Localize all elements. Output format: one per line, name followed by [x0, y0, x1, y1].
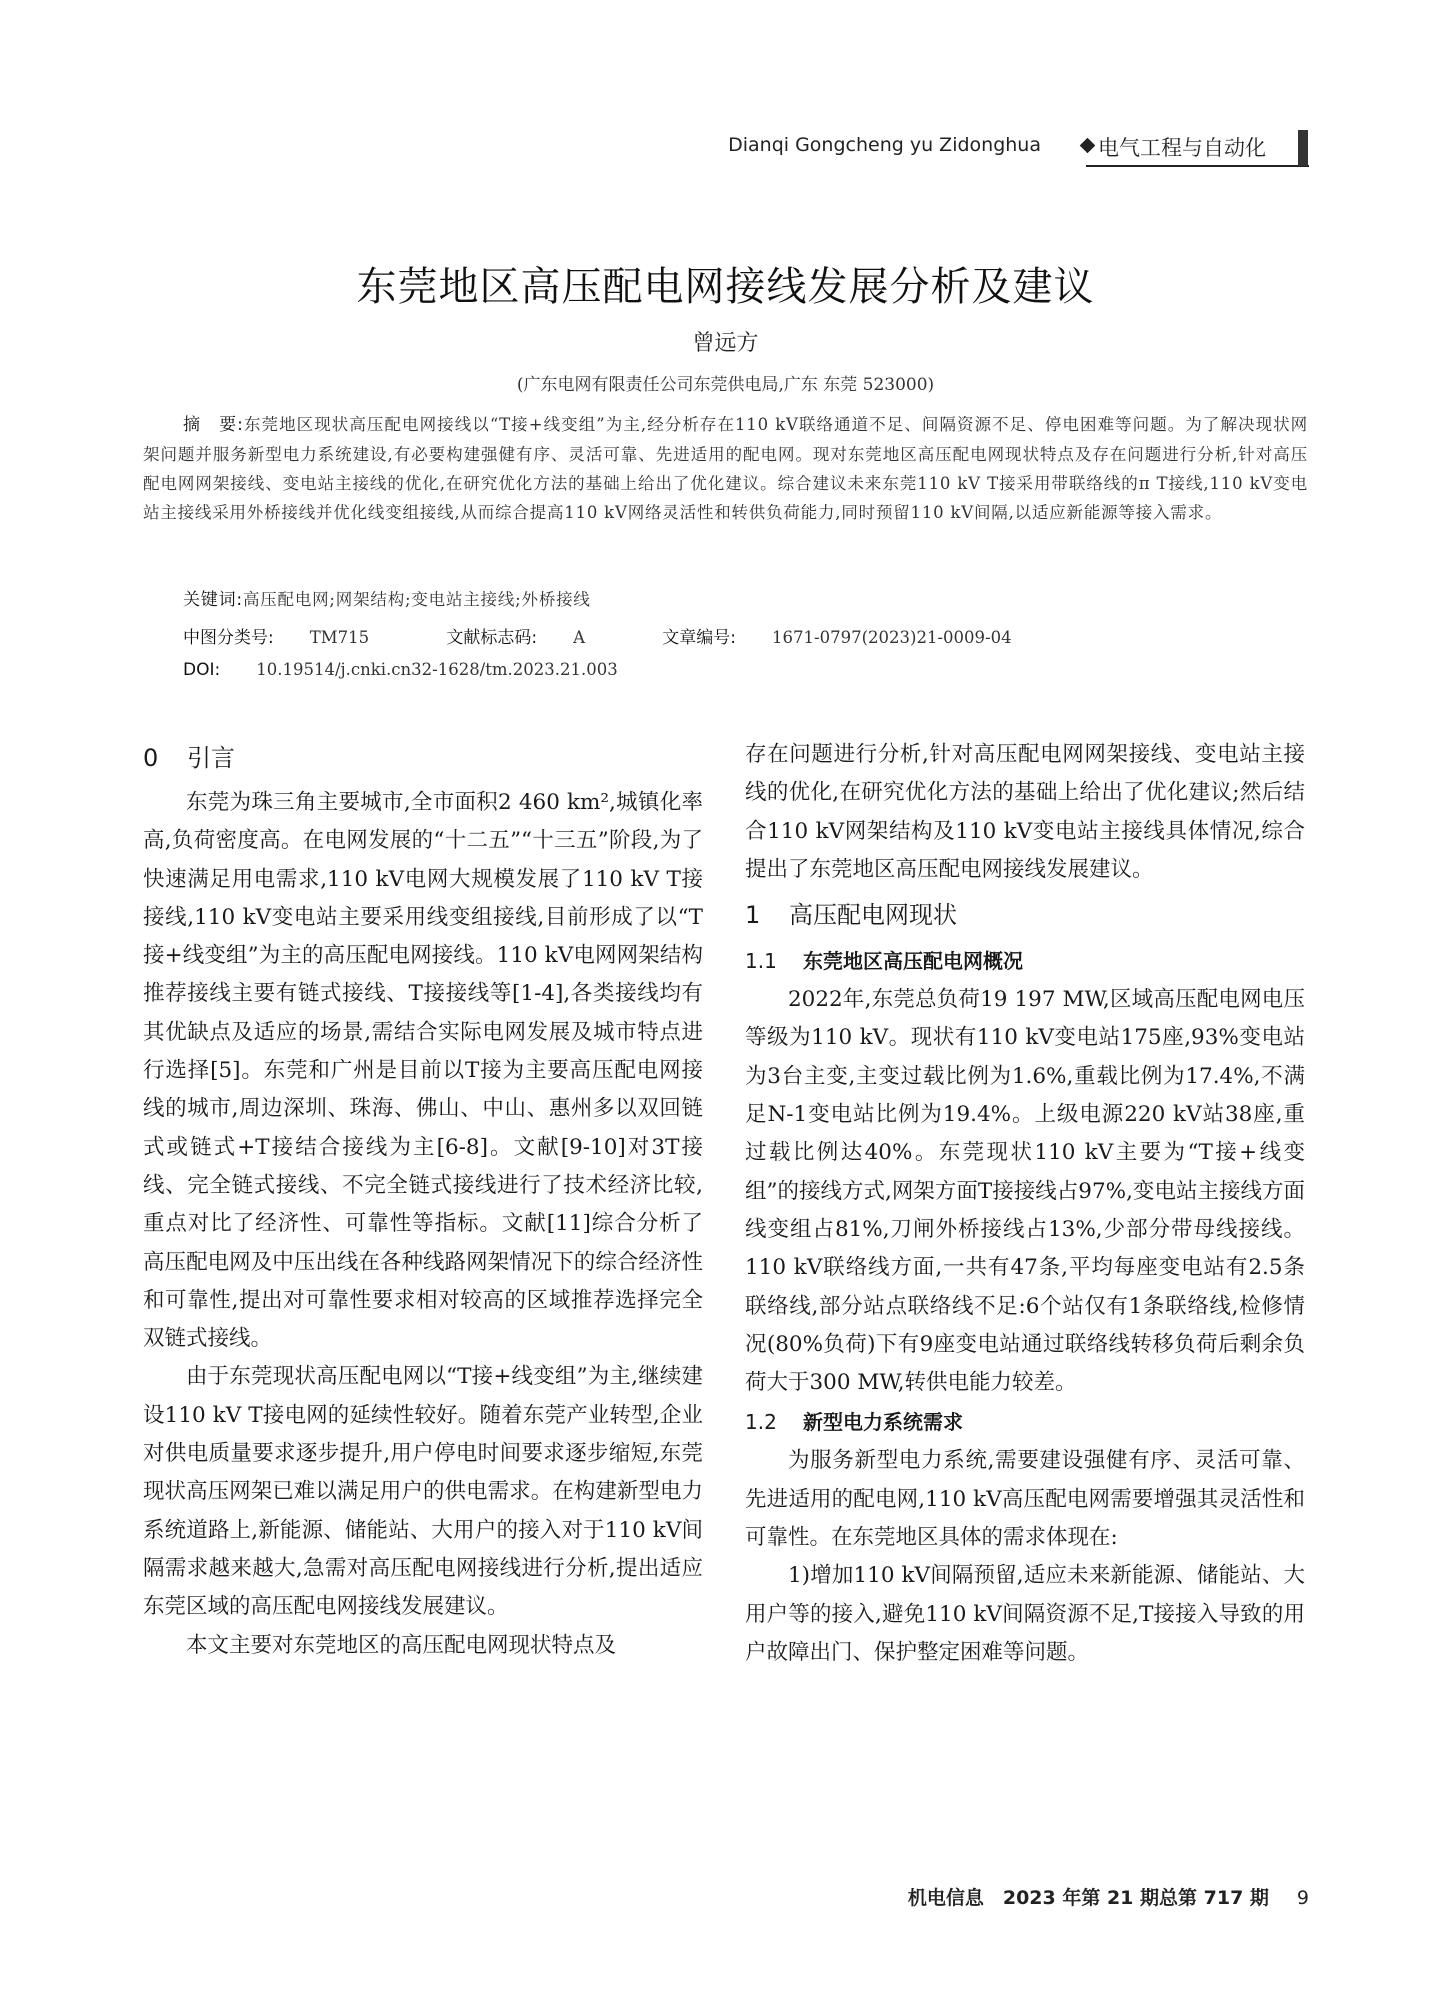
paragraph: 2022年,东莞总负荷19 197 MW,区域高压配电网电压等级为110 kV。现状有110 kV变电站175座,93%变电站为3台主变,主变过载比例为1.6%,重载比例为17.4%,不满足N-1变电站比例为19.4%。上级电源220 kV站38座,重过载比例达40%。东莞现状110 kV主要为“T接+线变组”的接线方式,网架方面T接接线占97%,变电站主接线方面线变组占81%,刀闸外桥接线占13%,少部分带母线接线。110 kV联络线方面,一共有47条,平均每座变电站有2.5条联络线,部分站点联络线不足:6个站仅有1条联络线,检修情况(80%负荷)下有9座变电站通过联络线转移负荷后剩余负荷大于300 MW,转供电能力较差。	[745, 987, 1305, 1396]
doc-code-value: A	[573, 628, 586, 647]
doc-code-label: 文献标志码:	[446, 628, 538, 648]
diamond-icon	[1080, 138, 1096, 154]
subsection-heading-1-2	[745, 1402, 1305, 1442]
article-no-label: 文章编号:	[662, 628, 737, 648]
paragraph: 由于东莞现状高压配电网以“T接+线变组”为主,继续建设110 kV T接电网的延续性较好。随着东莞产业转型,企业对供电质量要求逐步提升,用户停电时间要求逐步缩短,东莞现状高压网架已难以满足用户的供电需求。在构建新型电力系统道路上,新能源、储能站、大用户的接入对于110 kV间隔需求越来越大,急需对高压配电网接线进行分析,提出适应东莞区域的高压配电网接线发展建议。	[143, 1364, 703, 1620]
doi-line	[183, 660, 654, 680]
subsection-title: 东莞地区高压配电网概况	[803, 949, 1023, 974]
header-rule	[1086, 165, 1309, 167]
running-head-pinyin: Dianqi Gongcheng yu Zidonghua	[728, 134, 1041, 156]
subsection-heading-1-1	[745, 941, 1305, 981]
paragraph-continued: 存在问题进行分析,针对高压配电网网架接线、变电站主接线的优化,在研究优化方法的基础上给出了优化建议;然后结合110 kV网架结构及110 kV变电站主接线具体情况,综合提出了东莞地区高压配电网接线发展建议。	[745, 742, 1305, 882]
abstract-text: 东莞地区现状高压配电网接线以“T接+线变组”为主,经分析存在110 kV联络通道不足、间隔资源不足、停电困难等问题。为了解决现状网架问题并服务新型电力系统建设,有必要构建强健有序、灵活可靠、先进适用的配电网。现对东莞地区高压配电网现状特点及存在问题进行分析,针对高压配电网网架接线、变电站主接线的优化,在研究优化方法的基础上给出了优化建议。综合建议未来东莞110 kV T接采用带联络线的π T接线,110 kV变电站主接线采用外桥接线并优化线变组接线,从而综合提高110 kV网络灵活性和转供负荷能力,同时预留110 kV间隔,以适应新能源等接入需求。	[143, 415, 1308, 522]
section-title: 引言	[187, 744, 235, 772]
section-heading-1	[745, 893, 1305, 937]
keywords-text: 高压配电网;网架结构;变电站主接线;外桥接线	[242, 590, 591, 609]
abstract-label: 摘 要:	[183, 415, 244, 435]
classification-line	[183, 623, 1084, 648]
left-column	[143, 736, 703, 1665]
paragraph: 东莞为珠三角主要城市,全市面积2 460 km²,城镇化率高,负荷密度高。在电网发展的“十二五”“十三五”阶段,为了快速满足用电需求,110 kV电网大规模发展了110 kV T接接线,110 kV变电站主要采用线变组接线,目前形成了以“T接+线变组”为主的高压配电网接线。110 kV电网网架结构推荐接线主要有链式接线、T接接线等[1-4],各类接线均有其优缺点及适应的场景,需结合实际电网发展及城市特点进行选择[5]。东莞和广州是目前以T接为主要高压配电网接线的城市,周边深圳、珠海、佛山、中山、惠州多以双回链式或链式+T接结合接线为主[6-8]。文献[9-10]对3T接线、完全链式接线、不完全链式接线进行了技术经济比较,重点对比了经济性、可靠性等指标。文献[11]综合分析了高压配电网及中压出线在各种线路网架情况下的综合经济性和可靠性,提出对可靠性要求相对较高的区域推荐选择完全双链式接线。	[143, 790, 703, 1352]
clc-value: TM715	[309, 628, 370, 647]
paper-title: 东莞地区高压配电网接线发展分析及建议	[356, 264, 1095, 310]
running-head-journal: 电气工程与自动化	[1098, 136, 1266, 160]
paragraph: 1)增加110 kV间隔预留,适应未来新能源、储能站、大用户等的接入,避免110 kV间隔资源不足,T接接入导致的用户故障出门、保护整定困难等问题。	[745, 1563, 1305, 1665]
page-footer	[908, 1883, 1309, 1910]
doi-label: DOI:	[183, 660, 221, 680]
clc-label: 中图分类号:	[183, 628, 274, 648]
footer-journal-issue: 机电信息 2023 年第 21 期总第 717 期	[907, 1887, 1269, 1909]
right-column	[745, 736, 1305, 1672]
section-number: 0	[143, 744, 159, 772]
section-title: 高压配电网现状	[789, 901, 957, 930]
subsection-title: 新型电力系统需求	[803, 1410, 963, 1435]
doi-value: 10.19514/j.cnki.cn32-1628/tm.2023.21.003	[256, 660, 618, 679]
author: 曾远方	[692, 331, 759, 356]
article-no-value: 1671-0797(2023)21-0009-04	[772, 628, 1012, 647]
abstract	[143, 410, 1308, 527]
page-number: 9	[1296, 1887, 1309, 1909]
subsection-number: 1.1	[745, 949, 777, 974]
subsection-number: 1.2	[745, 1410, 777, 1435]
keywords	[183, 585, 591, 610]
header-bar	[1298, 130, 1308, 166]
keywords-label: 关键词:	[183, 590, 243, 610]
section-number: 1	[745, 901, 761, 930]
paragraph: 本文主要对东莞地区的高压配电网现状特点及	[186, 1632, 617, 1658]
section-heading-0	[143, 736, 703, 780]
paragraph: 为服务新型电力系统,需要建设强健有序、灵活可靠、先进适用的配电网,110 kV高压配电网需要增强其灵活性和可靠性。在东莞地区具体的需求体现在:	[745, 1448, 1305, 1551]
affiliation: (广东电网有限责任公司东莞供电局,广东 东莞 523000)	[516, 375, 935, 395]
